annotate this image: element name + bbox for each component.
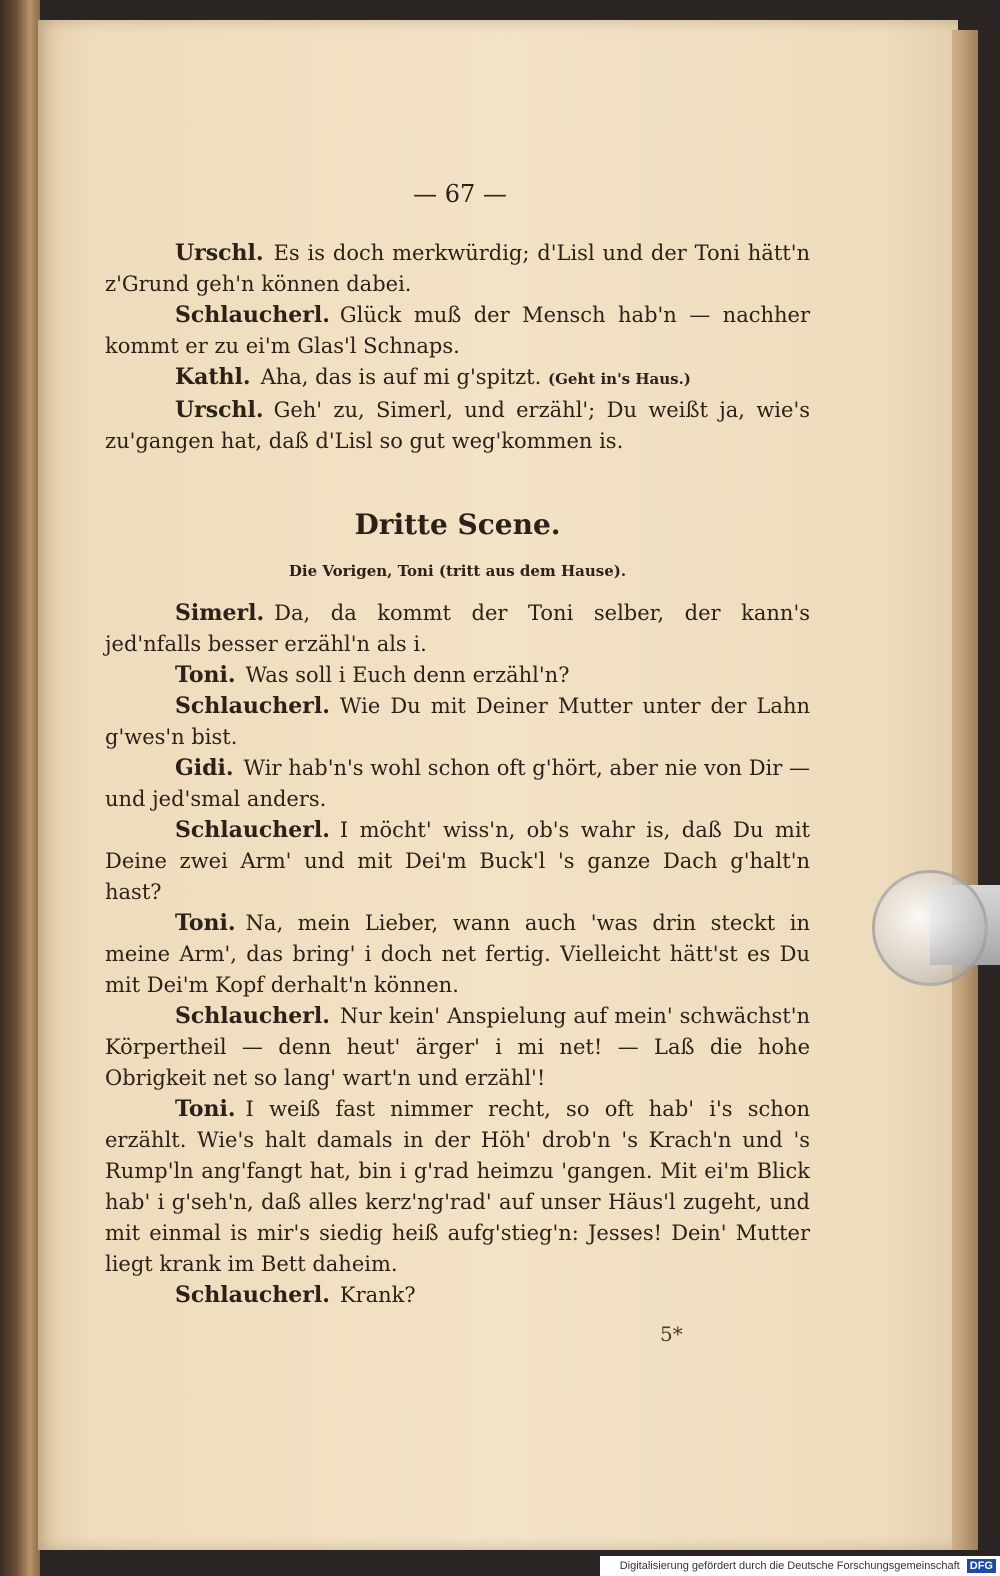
dialogue-paragraph <box>105 238 810 300</box>
speaker-name: Schlaucherl. <box>175 302 330 328</box>
dialogue-block-top <box>105 238 810 457</box>
dialogue-paragraph <box>105 691 810 753</box>
speaker-name: Urschl. <box>175 240 264 266</box>
dialogue-paragraph <box>105 300 810 362</box>
dialogue-paragraph <box>105 598 810 660</box>
stage-direction: (Geht in's Haus.) <box>547 370 691 388</box>
dialogue-text: I möcht' wiss'n, ob's wahr is, daß Du mit Deine zwei Arm' und mit Dei'm Buck'l 's ganze Dach g'halt'n hast? <box>105 818 810 904</box>
dialogue-text: I weiß fast nimmer recht, so oft hab' i's schon erzählt. Wie's halt damals in der Höh' drob'n 's Krach'n und 's Rump'ln ang'fangt hat, bin i g'rad heimzu 'gangen. Mit ei'm Blick hab' i g'seh'n, daß alles kerz'ng'rad' auf unser Häus'l zugeht, und mit einmal is mir's siedig heiß aufg'stieg'n: Jesses! Dein' Mutter liegt krank im Bett daheim. <box>105 1097 810 1276</box>
dialogue-text: Krank? <box>339 1283 416 1307</box>
scene-title: Dritte Scene. <box>354 508 561 541</box>
page-edge <box>952 30 978 1550</box>
digitization-footer <box>600 1556 1000 1576</box>
scene-subtitle: Die Vorigen, Toni (tritt aus dem Hause). <box>288 562 627 580</box>
speaker-name: Toni. <box>175 910 236 936</box>
speaker-name: Schlaucherl. <box>175 693 330 719</box>
speaker-name: Simerl. <box>175 600 265 626</box>
dialogue-text: Da, da kommt der Toni selber, der kann's jed'nfalls besser erzähl'n als i. <box>105 601 810 656</box>
speaker-name: Gidi. <box>175 755 234 781</box>
dialogue-text: Aha, das is auf mi g'spitzt. <box>260 365 542 389</box>
footer-text: Digitalisierung gefördert durch die Deutsche Forschungsgemeinschaft <box>619 1560 960 1572</box>
dialogue-paragraph <box>105 660 810 691</box>
dialogue-text: Wie Du mit Deiner Mutter unter der Lahn g'wes'n bist. <box>105 694 810 749</box>
speaker-name: Schlaucherl. <box>175 1003 330 1029</box>
dialogue-paragraph <box>105 362 810 395</box>
speaker-name: Toni. <box>175 1096 236 1122</box>
speaker-name: Schlaucherl. <box>175 817 330 843</box>
dialogue-text: Geh' zu, Simerl, und erzähl'; Du weißt ja, wie's zu'gangen hat, daß d'Lisl so gut weg'kommen is. <box>105 398 810 453</box>
dialogue-paragraph <box>105 815 810 908</box>
dialogue-paragraph <box>105 395 810 457</box>
dialogue-text: Na, mein Lieber, wann auch 'was drin steckt in meine Arm', das bring' i doch net fertig. Vielleicht hätt'st es Du mit Dei'm Kopf derhalt'n können. <box>105 911 810 997</box>
page-number: — 67 — <box>413 180 507 208</box>
dfg-logo: DFG <box>967 1559 996 1573</box>
speaker-name: Urschl. <box>175 397 264 423</box>
dialogue-text: Wir hab'n's wohl schon oft g'hört, aber nie von Dir — und jed'smal anders. <box>105 756 810 811</box>
book-spine <box>0 0 40 1576</box>
page-clip <box>872 870 988 986</box>
dialogue-text: Was soll i Euch denn erzähl'n? <box>245 663 570 687</box>
dialogue-paragraph <box>105 908 810 1001</box>
dialogue-text: Nur kein' Anspielung auf mein' schwächst'n Körpertheil — denn heut' ärger' i mi net! — Laß die hohe Obrigkeit net so lang' wart'n und erzähl'! <box>105 1004 810 1090</box>
dialogue-paragraph <box>105 1001 810 1094</box>
dialogue-text: Glück muß der Mensch hab'n — nachher kommt er zu ei'm Glas'l Schnaps. <box>105 303 810 358</box>
dialogue-paragraph <box>105 1094 810 1280</box>
signature-mark: 5* <box>660 1322 683 1346</box>
speaker-name: Toni. <box>175 662 236 688</box>
dialogue-paragraph <box>105 1280 810 1311</box>
speaker-name: Schlaucherl. <box>175 1282 330 1308</box>
speaker-name: Kathl. <box>175 364 251 390</box>
dialogue-text: Es is doch merkwürdig; d'Lisl und der Toni hätt'n z'Grund geh'n können dabei. <box>105 241 810 296</box>
dialogue-block-bottom <box>105 598 810 1311</box>
dialogue-paragraph <box>105 753 810 815</box>
